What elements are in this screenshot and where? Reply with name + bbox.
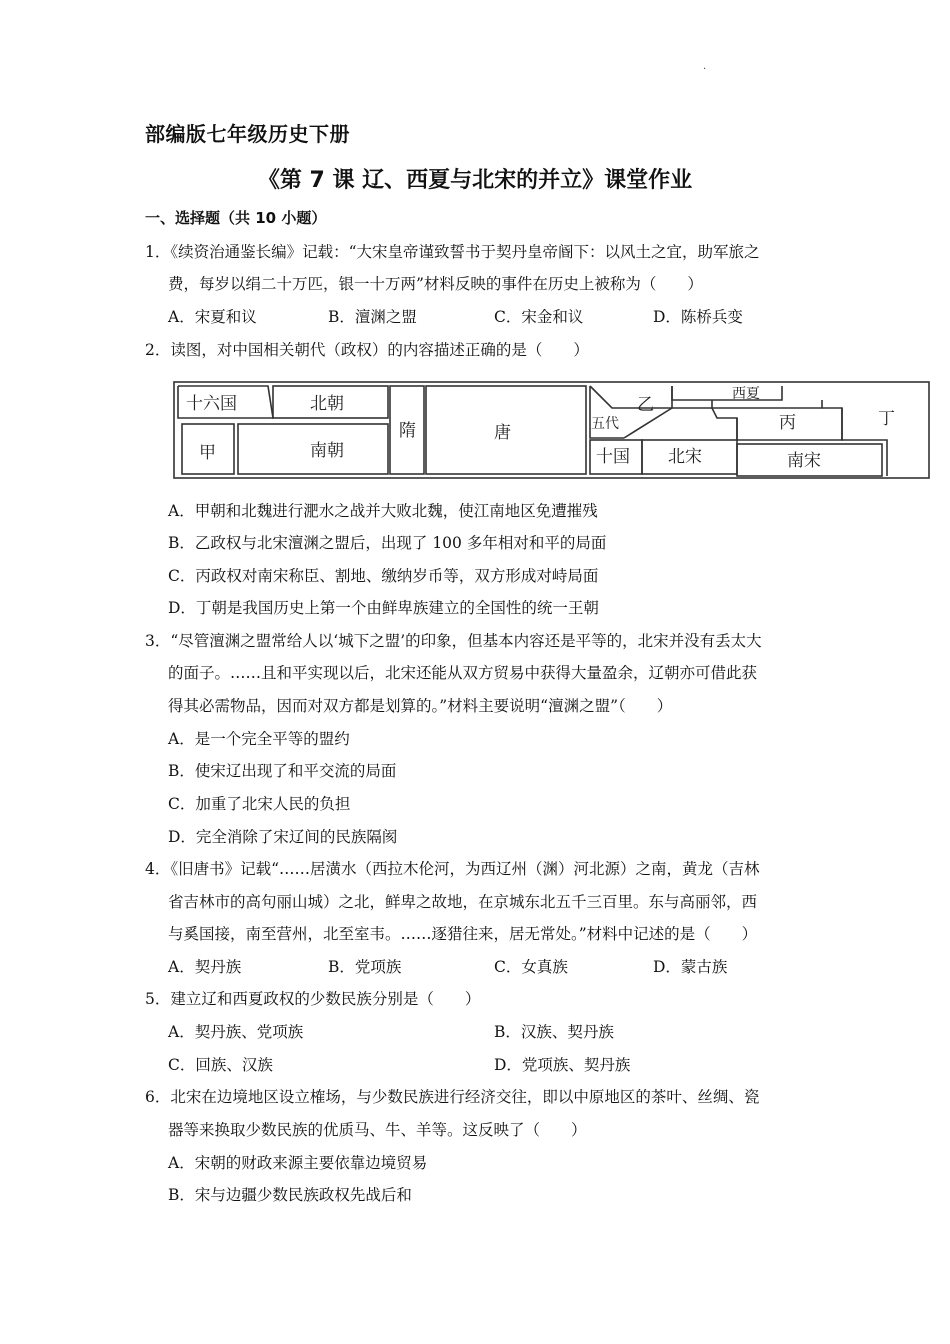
question-5-line-1: 5．建立辽和西夏政权的少数民族分别是（ ） <box>145 990 481 1008</box>
label-nansong: 南宋 <box>787 451 821 471</box>
label-nanchao: 南朝 <box>310 441 344 461</box>
question-3-option-b: B．使宋辽出现了和平交流的局面 <box>168 762 397 780</box>
question-4-option-c: C．女真族 <box>494 958 568 976</box>
page-dot: · <box>703 64 707 75</box>
question-2-option-b: B．乙政权与北宋澶渊之盟后，出现了 100 多年相对和平的局面 <box>168 534 607 552</box>
question-2-option-c: C．丙政权对南宋称臣、割地、缴纳岁币等，双方形成对峙局面 <box>168 567 599 585</box>
question-3-line-2: 的面子。……且和平实现以后，北宋还能从双方贸易中获得大量盈余，辽朝亦可借此获 <box>168 664 758 682</box>
question-4-option-a: A．契丹族 <box>168 958 242 976</box>
question-2-option-d: D．丁朝是我国历史上第一个由鲜卑族建立的全国性的统一王朝 <box>168 599 599 617</box>
xixia-box <box>672 386 782 400</box>
question-5-option-c: C．回族、汉族 <box>168 1056 273 1074</box>
question-1-line-1: 1．《续资治通鉴长编》记载：“大宋皇帝谨致誓书于契丹皇帝阍下：以风土之宜，助军旅之 <box>145 243 760 261</box>
question-2-line-1: 2．读图，对中国相关朝代（政权）的内容描述正确的是（ ） <box>145 341 589 359</box>
question-1-option-c: C．宋金和议 <box>494 308 584 326</box>
yi-separator <box>590 386 672 408</box>
question-2-option-a: A．甲朝和北魏进行淝水之战并大败北魏，使江南地区免遭摧残 <box>168 502 598 520</box>
label-jia: 甲 <box>199 443 216 463</box>
question-4-option-d: D．蒙古族 <box>653 958 728 976</box>
label-bing: 丙 <box>779 413 796 433</box>
label-beisong: 北宋 <box>668 447 702 467</box>
question-3-line-1: 3．“尽管澶渊之盟常给人以‘城下之盟’的印象，但基本内容还是平等的，北宋并没有丢太大 <box>145 632 762 650</box>
label-ding: 丁 <box>878 409 895 429</box>
document-title: 《第 7 课 辽、西夏与北宋的并立》课堂作业 <box>257 168 693 193</box>
question-4-line-3: 与奚国接，南至营州，北至室韦。……逐猎往来，居无常处。”材料中记述的是（ ） <box>168 925 758 943</box>
question-6-line-2: 器等来换取少数民族的优质马、牛、羊等。这反映了（ ） <box>168 1121 587 1139</box>
xixia-lower-edge <box>712 400 822 408</box>
question-4-line-1: 4．《旧唐书》记载“……居潢水（西拉木伦河，为西辽州（渊）河北源）之南，黄龙（吉林 <box>145 860 760 878</box>
question-1-line-2: 费，每岁以绢二十万匹，银一十万两”材料反映的事件在历史上被称为（ ） <box>168 275 703 293</box>
label-shiguo: 十国 <box>596 447 630 467</box>
question-1-option-a: A．宋夏和议 <box>168 308 257 326</box>
label-sui: 隋 <box>399 421 416 441</box>
label-yi: 乙 <box>637 395 654 415</box>
label-shiliuguo: 十六国 <box>186 394 237 414</box>
question-5-option-b: B．汉族、契丹族 <box>494 1023 614 1041</box>
question-6-line-1: 6．北宋在边境地区设立榷场，与少数民族进行经济交往，即以中原地区的茶叶、丝绸、瓷 <box>145 1088 760 1106</box>
document-header: 部编版七年级历史下册 <box>145 122 350 146</box>
section-heading: 一、选择题（共 10 小题） <box>145 209 327 227</box>
dynasty-timeline-diagram <box>172 378 932 482</box>
label-wudai: 五代 <box>591 416 619 432</box>
question-4-option-b: B．党项族 <box>328 958 402 976</box>
question-1-option-d: D．陈桥兵变 <box>653 308 743 326</box>
question-3-line-3: 得其必需物品，因而对双方都是划算的。”材料主要说明“澶渊之盟”（ ） <box>168 697 673 715</box>
question-1-option-b: B．澶渊之盟 <box>328 308 417 326</box>
question-3-option-a: A．是一个完全平等的盟约 <box>168 730 350 748</box>
label-xixia: 西夏 <box>732 386 760 402</box>
question-5-option-d: D．党项族、契丹族 <box>494 1056 631 1074</box>
question-6-option-a: A．宋朝的财政来源主要依靠边境贸易 <box>168 1154 428 1172</box>
label-tang: 唐 <box>494 423 511 443</box>
question-3-option-c: C．加重了北宋人民的负担 <box>168 795 351 813</box>
question-4-line-2: 省吉林市的高句丽山城）之北，鲜卑之故地，在京城东北五千三百里。东与高丽邻，西 <box>168 893 758 911</box>
label-beichao: 北朝 <box>310 394 344 414</box>
question-6-option-b: B．宋与边疆少数民族政权先战后和 <box>168 1186 412 1204</box>
question-5-option-a: A．契丹族、党项族 <box>168 1023 304 1041</box>
question-3-option-d: D．完全消除了宋辽间的民族隔阂 <box>168 828 398 846</box>
